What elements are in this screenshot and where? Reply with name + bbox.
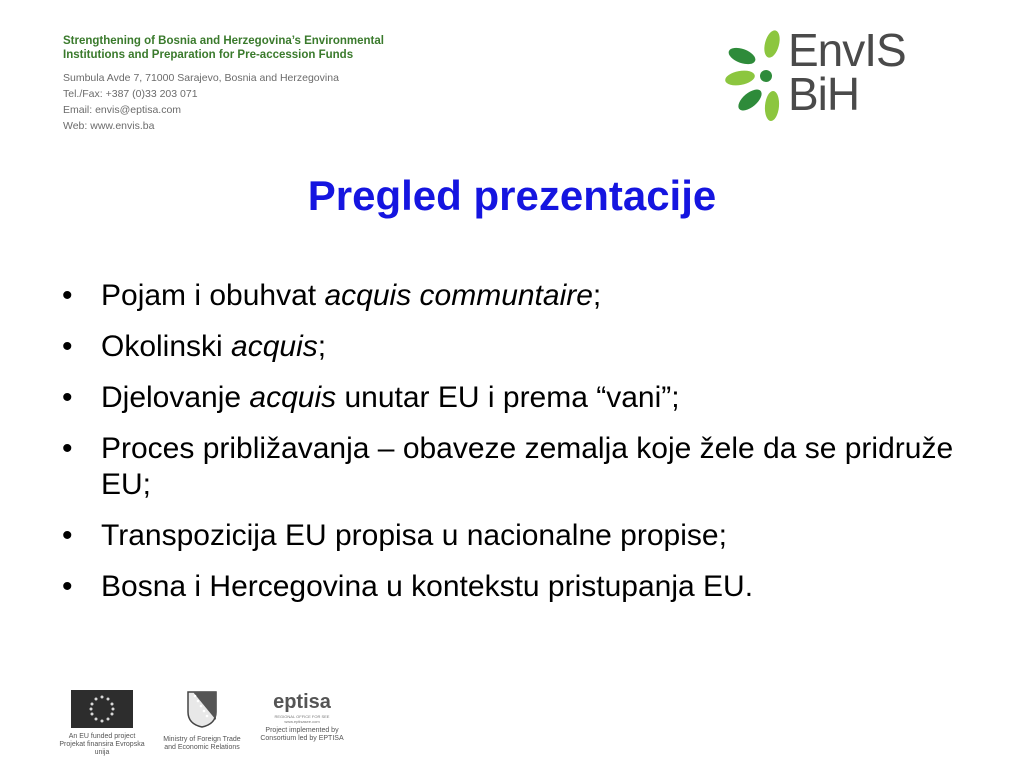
- header: [63, 34, 384, 134]
- eptisa-logo-block: [252, 690, 352, 743]
- eptisa-caption-2: Consortium led by EPTISA: [260, 735, 344, 742]
- bullet-list: [60, 278, 960, 620]
- bullet-item: • Pojam i obuhvat acquis communtaire;: [60, 278, 960, 314]
- org-title: [63, 34, 384, 62]
- slide-title: Pregled prezentacije: [307, 172, 717, 219]
- coat-of-arms-icon: [185, 690, 219, 728]
- bullet-item: • Djelovanje acquis unutar EU i prema “vani”;: [60, 380, 960, 416]
- eu-caption-2: Projekat finansira Evropska unija: [59, 741, 145, 756]
- eptisa-tiny-1: REGIONAL OFFICE FOR SEE: [274, 714, 330, 719]
- tel-fax: Tel./Fax: +387 (0)33 203 071: [63, 88, 198, 100]
- ministry-logo-block: [162, 690, 242, 752]
- bullet-item: • Transpozicija EU propisa u nacionalne propise;: [60, 518, 960, 554]
- org-title-line2: Institutions and Preparation for Pre-accession Funds: [63, 49, 354, 61]
- contact-info: [63, 70, 384, 134]
- bullet-item: • Proces približavanja – obaveze zemalja koje žele da se pridruže EU;: [60, 431, 960, 503]
- footer-logos: [52, 690, 352, 760]
- bullet-item: • Okolinski acquis;: [60, 329, 960, 365]
- eu-caption-1: An EU funded project: [68, 733, 136, 740]
- eptisa-tiny-2: www.eptisasee.com: [284, 719, 320, 724]
- envis-logo: [720, 24, 970, 128]
- logo-text-line1: EnvIS: [788, 24, 906, 76]
- eu-logo-block: [52, 690, 152, 757]
- website: Web: www.envis.ba: [63, 120, 155, 132]
- bullet-item: • Bosna i Hercegovina u kontekstu pristupanja EU.: [60, 569, 960, 605]
- address: Sumbula Avde 7, 71000 Sarajevo, Bosnia and Herzegovina: [63, 72, 339, 84]
- eptisa-caption-1: Project implemented by: [265, 727, 339, 734]
- ministry-caption-2: and Economic Relations: [164, 744, 240, 751]
- eptisa-logo: eptisa: [273, 691, 331, 713]
- email: Email: envis@eptisa.com: [63, 104, 182, 116]
- logo-text-line2: BiH: [788, 68, 860, 120]
- logo-text: [788, 24, 906, 120]
- eu-flag-icon: [71, 690, 133, 728]
- org-title-line1: Strengthening of Bosnia and Herzegovina’s Environmental: [63, 35, 384, 47]
- leaf-icon: [720, 28, 790, 128]
- ministry-caption-1: Ministry of Foreign Trade: [163, 736, 241, 743]
